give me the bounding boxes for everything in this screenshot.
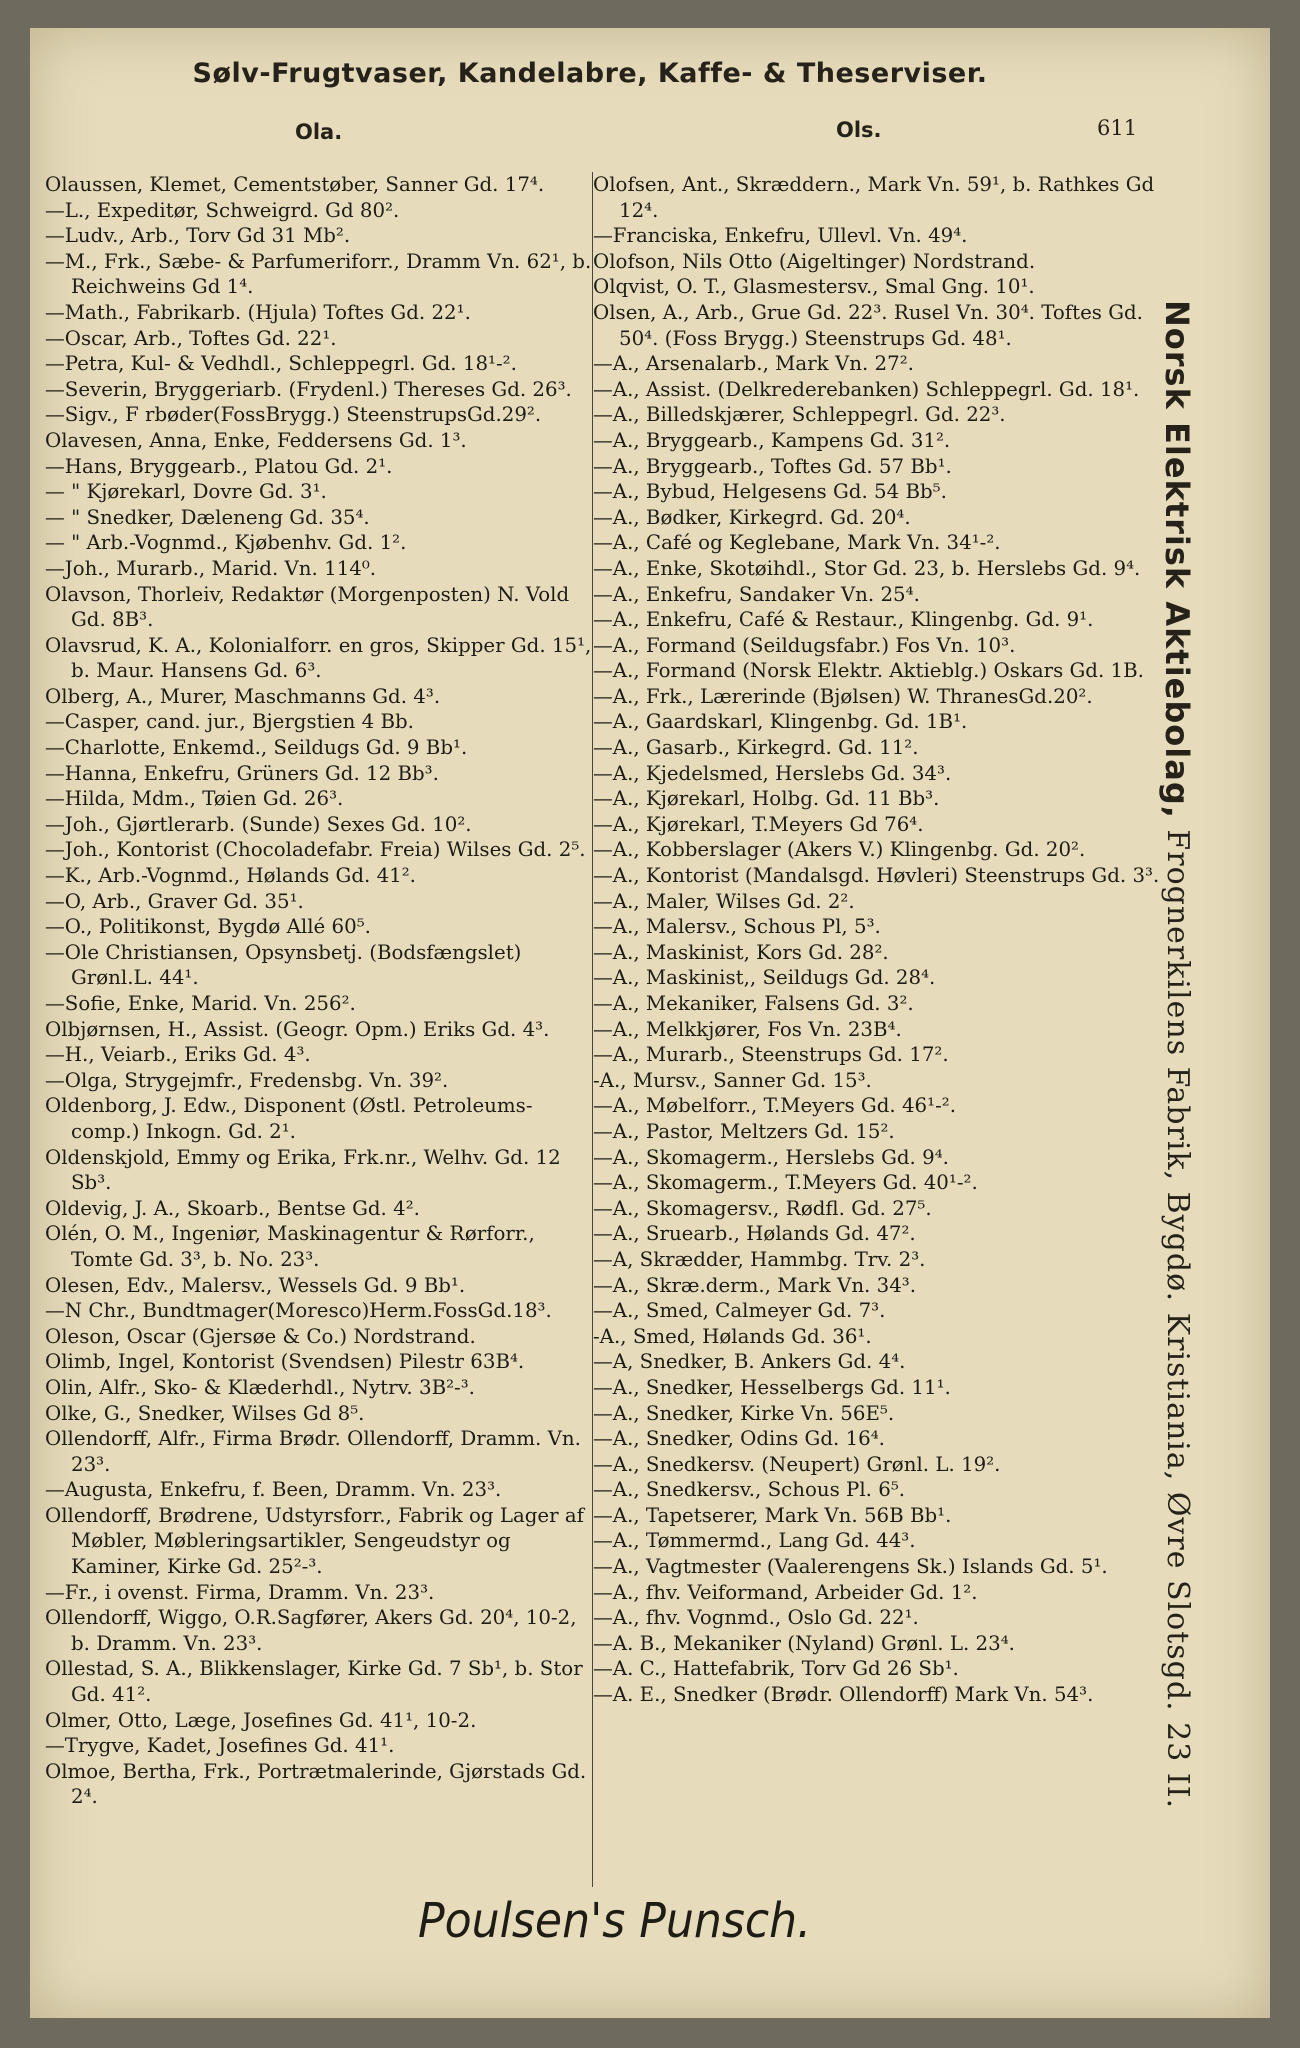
directory-entry: —A., Snedkersv. (Neupert) Grønl. L. 19². (593, 1452, 1001, 1476)
directory-entry: —A. E., Snedker (Brødr. Ollendorff) Mark Vn. 54³. (593, 1683, 1094, 1707)
left-column (45, 172, 593, 1810)
directory-entry: —A., Formand (Seildugsfabr.) Fos Vn. 10³. (593, 633, 1016, 657)
side-advert (1148, 300, 1196, 1810)
directory-entry: Olavsrud, K. A., Kolonialforr. en gros, Skipper Gd. 15¹, b. Maur. Hansens Gd. 6³. (45, 633, 592, 683)
directory-entry: Olofson, Nils Otto (Aigeltinger) Nordstrand. (593, 249, 1036, 273)
directory-entry: —A. B., Mekaniker (Nyland) Grønl. L. 23⁴. (593, 1631, 1015, 1655)
directory-entry: —Hanna, Enkefru, Grüners Gd. 12 Bb³. (45, 761, 439, 785)
directory-entry: —A., fhv. Veiformand, Arbeider Gd. 1². (593, 1580, 978, 1604)
directory-entry: —K., Arb.-Vognmd., Hølands Gd. 41². (45, 864, 416, 888)
directory-entry: Olaussen, Klemet, Cementstøber, Sanner Gd. 17⁴. (45, 173, 545, 196)
directory-entry: —A., Kjørekarl, Holbg. Gd. 11 Bb³. (593, 787, 940, 811)
directory-entry: —N Chr., Bundtmager(Moresco)Herm.FossGd.18³. (45, 1299, 552, 1323)
directory-entry: —H., Veiarb., Eriks Gd. 4³. (45, 1043, 311, 1067)
directory-entry: —Severin, Bryggeriarb. (Frydenl.) Thereses Gd. 26³. (45, 377, 572, 401)
directory-entry: —A, Skrædder, Hammbg. Trv. 2³. (593, 1247, 926, 1271)
directory-entry: —A., Kontorist (Mandalsgd. Høvleri) Steenstrups Gd. 3³. (593, 864, 1160, 888)
directory-entry: Olén, O. M., Ingeniør, Maskinagentur & Rørforr., Tomte Gd. 3³, b. No. 23³. (45, 1222, 535, 1271)
directory-entry: Oldevig, J. A., Skoarb., Bentse Gd. 4². (45, 1196, 420, 1220)
directory-entry: Olesen, Edv., Malersv., Wessels Gd. 9 Bb¹. (45, 1273, 466, 1297)
directory-entry: — " Kjørekarl, Dovre Gd. 3¹. (45, 480, 327, 504)
directory-entry: Olin, Alfr., Sko- & Klæderhdl., Nytrv. 3B²-³. (45, 1375, 475, 1399)
directory-entry: —A., Billedskjærer, Schleppegrl. Gd. 22³. (593, 403, 1006, 427)
directory-entry: Ollendorff, Alfr., Firma Brødr. Ollendorff, Dramm. Vn. 23³. (45, 1427, 581, 1476)
directory-entry: Olavesen, Anna, Enke, Feddersens Gd. 1³. (45, 428, 467, 452)
directory-entry: Olbjørnsen, H., Assist. (Geogr. Opm.) Eriks Gd. 4³. (45, 1017, 550, 1041)
directory-entry: Olmer, Otto, Læge, Josefines Gd. 41¹, 10-2. (45, 1708, 477, 1732)
directory-entry: —A., Enkefru, Café & Restaur., Klingenbg. Gd. 9¹. (593, 608, 1094, 632)
directory-entry: Oldenskjold, Emmy og Erika, Frk.nr., Welhv. Gd. 12 Sb³. (45, 1145, 561, 1195)
directory-entry: —Olga, Strygejmfr., Fredensbg. Vn. 39². (45, 1068, 449, 1092)
directory-entry: — " Arb.-Vognmd., Kjøbenhv. Gd. 1². (45, 531, 407, 555)
directory-entry: —A., Pastor, Meltzers Gd. 15². (593, 1119, 895, 1143)
directory-entry: Ollendorff, Brødrene, Udstyrsforr., Fabrik og Lager af Møbler, Møbleringsartikler, Sengeudstyr og Kaminer, Kirke Gd. 25²-³. (45, 1503, 584, 1579)
directory-entry: —A., Arsenalarb., Mark Vn. 27². (593, 352, 914, 376)
directory-entry: —O., Politikonst, Bygdø Allé 60⁵. (45, 915, 371, 939)
directory-entry: —A., Møbelforr., T.Meyers Gd. 46¹-². (593, 1094, 956, 1118)
directory-entry: —A., Vagtmester (Vaalerengens Sk.) Islands Gd. 5¹. (593, 1555, 1108, 1579)
directory-entry: —Ludv., Arb., Torv Gd 31 Mb². (45, 224, 351, 248)
directory-entry: —Trygve, Kadet, Josefines Gd. 41¹. (45, 1734, 395, 1758)
directory-entry: —A., Snedker, Kirke Vn. 56E⁵. (593, 1401, 895, 1425)
directory-entry: —A., Kjørekarl, T.Meyers Gd 76⁴. (593, 812, 924, 836)
directory-entry: Olofsen, Ant., Skræddern., Mark Vn. 59¹, b. Rathkes Gd 12⁴. (593, 173, 1155, 222)
directory-entry: —Joh., Murarb., Marid. Vn. 114⁰. (45, 556, 377, 580)
directory-entry: —A., Gaardskarl, Klingenbg. Gd. 1B¹. (593, 710, 968, 734)
directory-entry: —A., Frk., Lærerinde (Bjølsen) W. ThranesGd.20². (593, 684, 1093, 708)
directory-entry: Olmoe, Bertha, Frk., Portrætmalerinde, Gjørstads Gd. 2⁴. (45, 1759, 587, 1809)
directory-entry: —Math., Fabrikarb. (Hjula) Toftes Gd. 22¹. (45, 300, 471, 324)
directory-entry: —A., Enkefru, Sandaker Vn. 25⁴. (593, 582, 920, 606)
directory-entry: —A., Skomagerm., T.Meyers Gd. 40¹-². (593, 1171, 978, 1195)
directory-entry: —A., Tømmermd., Lang Gd. 44³. (593, 1529, 916, 1553)
directory-entry: —A., Kobberslager (Akers V.) Klingenbg. Gd. 20². (593, 838, 1086, 862)
directory-entry: —Casper, cand. jur., Bjergstien 4 Bb. (45, 710, 414, 734)
right-running-head: Ols. (836, 118, 882, 142)
directory-entry: —Joh., Gjørtlerarb. (Sunde) Sexes Gd. 10². (45, 812, 472, 836)
footer-advert: Poulsen's Punsch. (418, 1893, 812, 1949)
directory-entry: —Hilda, Mdm., Tøien Gd. 26³. (45, 787, 344, 811)
right-column (593, 172, 1161, 1708)
directory-entry: —Sofie, Enke, Marid. Vn. 256². (45, 992, 356, 1015)
directory-entry: —L., Expeditør, Schweigrd. Gd 80². (45, 198, 400, 222)
directory-entry: —Hans, Bryggearb., Platou Gd. 2¹. (45, 454, 393, 478)
directory-entry: —A., Kjedelsmed, Herslebs Gd. 34³. (593, 761, 952, 785)
directory-entry: —A., Café og Keglebane, Mark Vn. 34¹-². (593, 531, 1001, 555)
side-advert-address: Frognerkilens Fabrik, Bygdø. Kristiania, Øvre Slotsgd. 23 II. (1160, 818, 1195, 1810)
directory-entry: —A., Maler, Wilses Gd. 2². (593, 889, 855, 913)
directory-entry: —A., Skomagersv., Rødfl. Gd. 27⁵. (593, 1196, 932, 1220)
directory-entry: —A., Maskinist, Kors Gd. 28². (593, 940, 889, 964)
directory-entry: —O, Arb., Graver Gd. 35¹. (45, 889, 304, 913)
directory-entry: -A., Smed, Hølands Gd. 36¹. (593, 1324, 872, 1348)
directory-entry: —Oscar, Arb., Toftes Gd. 22¹. (45, 326, 337, 350)
directory-entry: Olke, G., Snedker, Wilses Gd 8⁵. (45, 1401, 365, 1425)
directory-entry: Olsen, A., Arb., Grue Gd. 22³. Rusel Vn. 30⁴. Toftes Gd. 50⁴. (Foss Brygg.) Steenstrups Gd. 48¹. (593, 300, 1143, 350)
directory-entry: —A., Melkkjører, Fos Vn. 23B⁴. (593, 1017, 902, 1041)
directory-entry: -A., Mursv., Sanner Gd. 15³. (593, 1068, 872, 1092)
directory-entry: —Ole Christiansen, Opsynsbetj. (Bodsfængslet) Grønl.L. 44¹. (45, 940, 522, 990)
directory-entry: —A., Mekaniker, Falsens Gd. 3². (593, 992, 914, 1015)
side-advert-company: Norsk Elektrisk Aktiebolag, (1158, 300, 1196, 819)
directory-entry: —A., Maskinist,, Seildugs Gd. 28⁴. (593, 966, 936, 990)
directory-entry: —M., Frk., Sæbe- & Parfumeriforr., Dramm Vn. 62¹, b. Reichweins Gd 1⁴. (45, 249, 592, 299)
directory-entry: —A., Bryggearb., Kampens Gd. 31². (593, 428, 951, 452)
page-number: 611 (1097, 116, 1138, 140)
directory-entry: —A., Snedker, Odins Gd. 16⁴. (593, 1427, 885, 1451)
directory-entry: Ollestad, S. A., Blikkenslager, Kirke Gd. 7 Sb¹, b. Stor Gd. 41². (45, 1657, 583, 1707)
directory-entry: —A., Smed, Calmeyer Gd. 7³. (593, 1299, 886, 1323)
directory-entry: —A, Snedker, B. Ankers Gd. 4⁴. (593, 1350, 906, 1374)
directory-entry: Oldenborg, J. Edw., Disponent (Østl. Petroleums-comp.) Inkogn. Gd. 2¹. (45, 1094, 533, 1143)
directory-entry: Olqvist, O. T., Glasmestersv., Smal Gng. 10¹. (593, 275, 1035, 299)
directory-entry: —A. C., Hattefabrik, Torv Gd 26 Sb¹. (593, 1657, 959, 1681)
directory-entry: —Franciska, Enkefru, Ullevl. Vn. 49⁴. (593, 224, 968, 248)
top-advert-banner: Sølv-Frugtvaser, Kandelabre, Kaffe- & Theserviser. (192, 58, 988, 89)
directory-entry: —A., Bødker, Kirkegrd. Gd. 20⁴. (593, 505, 911, 529)
directory-entry: — " Snedker, Dæleneng Gd. 35⁴. (45, 505, 370, 529)
directory-entry: —A., Formand (Norsk Elektr. Aktieblg.) Oskars Gd. 1B. (593, 659, 1144, 683)
directory-entry: —Petra, Kul- & Vedhdl., Schleppegrl. Gd. 18¹-². (45, 352, 517, 376)
directory-entry: —A., Assist. (Delkrederebanken) Schleppegrl. Gd. 18¹. (593, 377, 1140, 401)
directory-entry: —Joh., Kontorist (Chocoladefabr. Freia) Wilses Gd. 2⁵. (45, 838, 586, 862)
directory-entry: —A., Skræ.derm., Mark Vn. 34³. (593, 1273, 917, 1297)
directory-entry: Oleson, Oscar (Gjersøe & Co.) Nordstrand. (45, 1324, 476, 1348)
directory-entry: Olberg, A., Murer, Maschmanns Gd. 4³. (45, 684, 441, 708)
directory-entry: —A., Bryggearb., Toftes Gd. 57 Bb¹. (593, 454, 952, 478)
directory-entry: —A., Murarb., Steenstrups Gd. 17². (593, 1043, 949, 1067)
directory-entry: —Augusta, Enkefru, f. Been, Dramm. Vn. 23³. (45, 1478, 502, 1502)
directory-entry: —A., Enke, Skotøihdl., Stor Gd. 23, b. Herslebs Gd. 9⁴. (593, 556, 1141, 580)
directory-entry: —Fr., i ovenst. Firma, Dramm. Vn. 23³. (45, 1580, 435, 1604)
directory-entry: —Sigv., F rbøder(FossBrygg.) SteenstrupsGd.29². (45, 403, 542, 427)
directory-entry: Ollendorff, Wiggo, O.R.Sagfører, Akers Gd. 20⁴, 10-2, b. Dramm. Vn. 23³. (45, 1606, 577, 1655)
directory-entry: —A., fhv. Vognmd., Oslo Gd. 22¹. (593, 1606, 919, 1630)
directory-entry: —A., Gasarb., Kirkegrd. Gd. 11². (593, 736, 919, 760)
directory-entry: —A., Snedker, Hesselbergs Gd. 11¹. (593, 1375, 951, 1399)
directory-entry: —A., Bybud, Helgesens Gd. 54 Bb⁵. (593, 480, 947, 504)
directory-entry: —Charlotte, Enkemd., Seildugs Gd. 9 Bb¹. (45, 736, 468, 760)
directory-entry: —A., Sruearb., Hølands Gd. 47². (593, 1222, 916, 1246)
directory-entry: —A., Tapetserer, Mark Vn. 56B Bb¹. (593, 1503, 952, 1527)
directory-entry: —A., Skomagerm., Herslebs Gd. 9⁴. (593, 1145, 949, 1169)
directory-entry: —A., Snedkersv., Schous Pl. 6⁵. (593, 1478, 906, 1502)
directory-entry: Olavson, Thorleiv, Redaktør (Morgenposten) N. Vold Gd. 8B³. (45, 582, 570, 632)
left-running-head: Ola. (295, 120, 343, 144)
directory-entry: Olimb, Ingel, Kontorist (Svendsen) Pilestr 63B⁴. (45, 1350, 525, 1374)
directory-entry: —A., Malersv., Schous Pl, 5³. (593, 915, 881, 939)
